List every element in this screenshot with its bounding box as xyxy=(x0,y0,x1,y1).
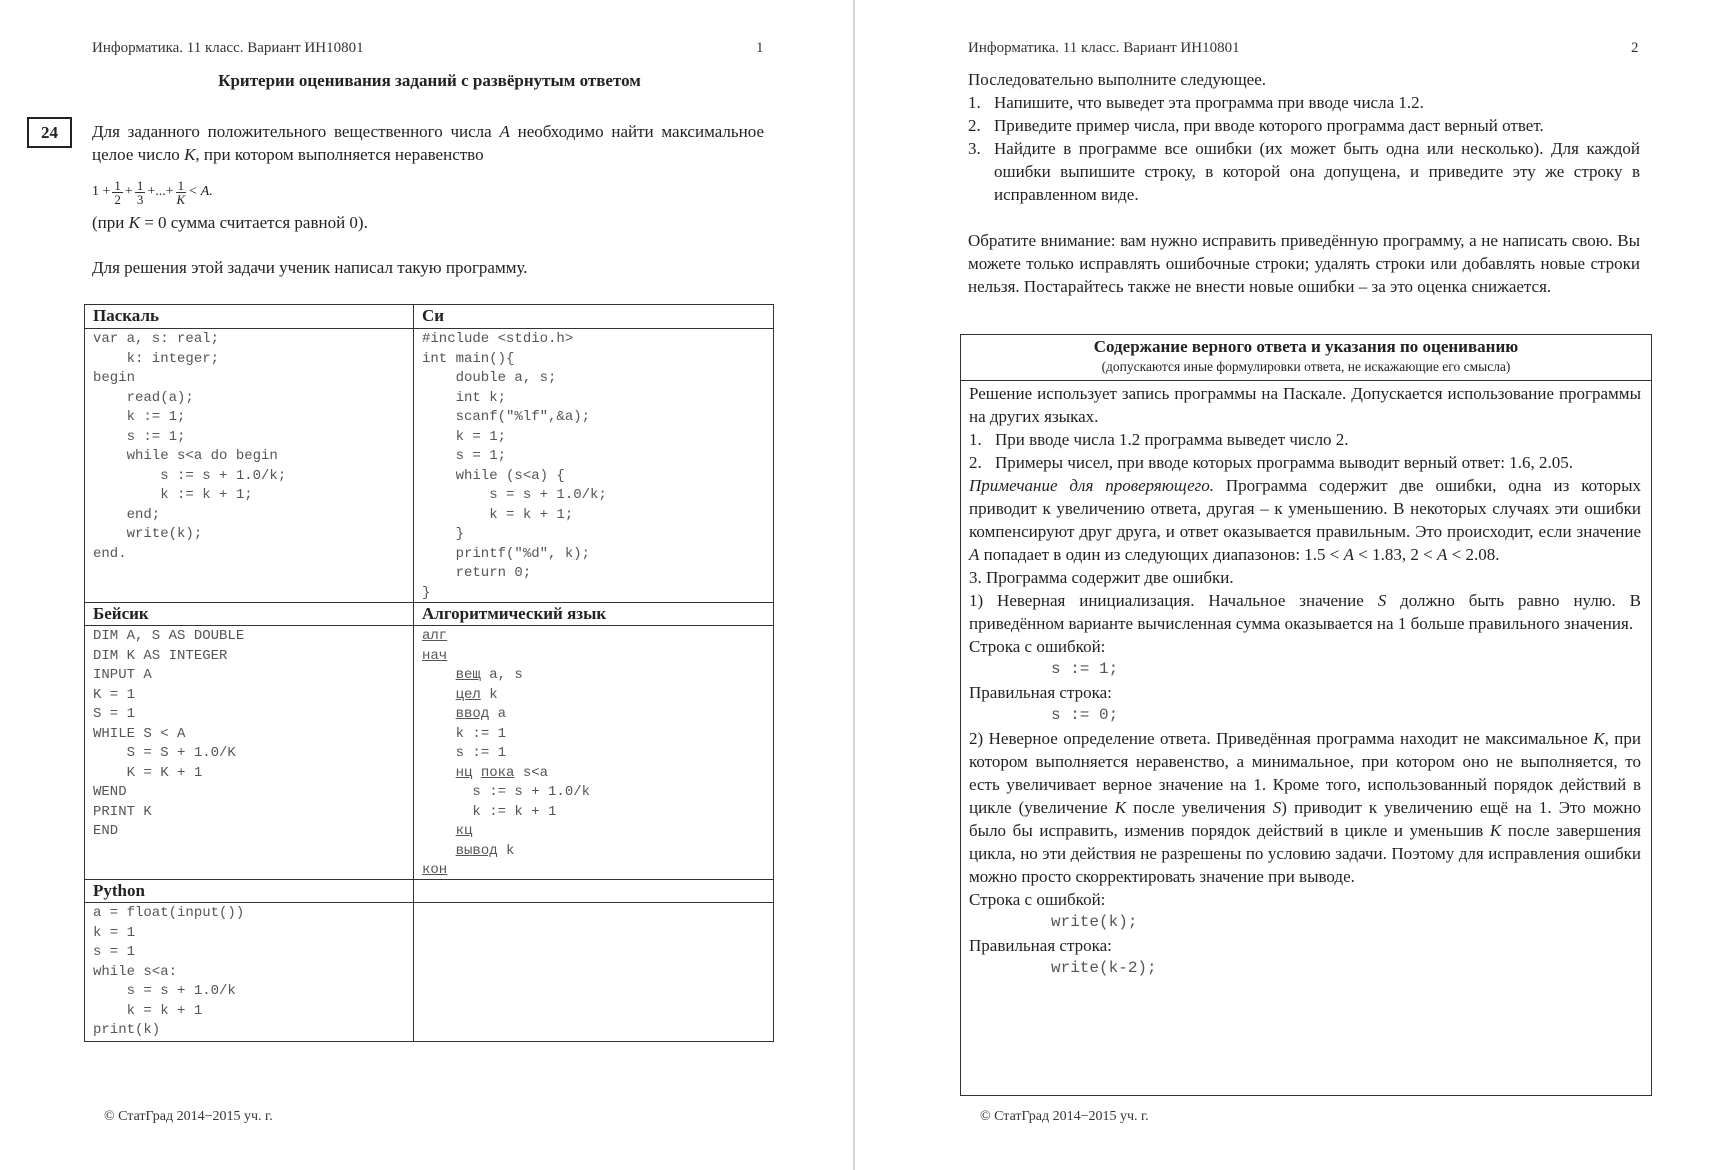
fraction-denominator: 3 xyxy=(136,191,144,207)
list-number: 1. xyxy=(969,430,982,449)
var-s: S xyxy=(1272,798,1282,817)
pascal-label: Паскаль xyxy=(93,306,159,325)
fixed-code-line: write(k-2); xyxy=(1051,959,1157,977)
error-code-line: write(k); xyxy=(1051,913,1138,931)
formula-op: +...+ xyxy=(147,184,174,199)
var-a: A xyxy=(1436,545,1448,564)
c-code: #include <stdio.h> int main(){ double a, s; int k; scanf("%lf",&a); k = 1; s = 1; while (s<a) { s = s + 1.0/k; k = k + 1; } printf("%d", k); return 0; } xyxy=(422,331,607,601)
algo-keyword: нц xyxy=(455,764,473,781)
page-header: Информатика. 11 класс. Вариант ИН10801 xyxy=(968,40,1240,56)
var-k: K xyxy=(128,213,140,232)
var-a: A xyxy=(499,122,510,141)
table-divider xyxy=(85,902,773,903)
error-text: 1) Неверная инициализация. Начальное значение xyxy=(969,591,1378,610)
pascal-code: var a, s: real; k: integer; begin read(a); k := 1; s := 1; while s<a do begin s := s + 1.0/k; k := k + 1; end; write(k); end. xyxy=(93,331,287,562)
var-a: A xyxy=(969,545,980,564)
fraction-denominator: K xyxy=(176,191,186,207)
error-text: , при котором выполняется неравенство, а минимальное, при котором оно не выполняется, то есть увеличивает верное значение на 1. Кроме того, использованный порядок действий в цикле (увеличение xyxy=(969,729,1641,817)
list-text: Приведите пример числа, при вводе которого программа даст верный ответ. xyxy=(994,116,1544,135)
algo-keyword: пока xyxy=(480,764,515,781)
formula-term: 1 + xyxy=(92,184,111,199)
algo-text: k xyxy=(497,842,515,859)
task-statement xyxy=(92,121,764,166)
answer-paragraph: Решение использует запись программы на Паскале. Допускается использование программы на других языках. xyxy=(969,384,1641,426)
page-spine xyxy=(853,0,855,1170)
algo-keyword: цел xyxy=(455,686,481,703)
list-item xyxy=(968,114,1640,137)
var-k: K xyxy=(1593,729,1605,748)
fraction xyxy=(112,179,123,206)
answer-box-subtitle: (допускаются иные формулировки ответа, не искажающие его смысла) xyxy=(1101,359,1511,374)
error-text: после завершения цикла, но эти действия не разрешены по условию задачи. Поэтому для исправления ошибки можно просто скорректировать значение при выводе. xyxy=(969,821,1641,886)
algo-text: s := s + 1.0/k xyxy=(472,784,591,800)
error-text: должно быть равно нулю. В приведённом варианте вычисленная сумма оказывается на 1 больше правильного значения. xyxy=(969,591,1641,633)
algo-keyword: кон xyxy=(422,862,448,878)
remark-text: < 2.08. xyxy=(1447,545,1500,564)
algo-keyword: вывод xyxy=(455,842,498,859)
algo-text: a xyxy=(489,706,507,722)
var-k: K xyxy=(184,144,196,164)
error-text: после увеличения xyxy=(1126,798,1273,817)
table-divider xyxy=(85,328,773,329)
python-code: a = float(input()) k = 1 s = 1 while s<a: s = s + 1.0/k k = k + 1 print(k) xyxy=(93,905,245,1038)
algo-code xyxy=(422,627,590,881)
python-label: Python xyxy=(93,881,145,900)
fraction-numerator: 1 xyxy=(177,177,185,193)
algo-keyword: кц xyxy=(455,823,473,839)
list-item xyxy=(968,91,1640,114)
var-k: K xyxy=(1489,821,1502,840)
program-intro: Для решения этой задачи ученик написал такую программу. xyxy=(92,258,528,277)
algo-text: k := k + 1 xyxy=(472,803,557,820)
fraction xyxy=(135,179,146,206)
list-number: 1. xyxy=(968,93,981,112)
attention-note: Обратите внимание: вам нужно исправить приведённую программу, а не написать свою. Вы можете только исправлять ошибочные строки; удалять строки или добавлять новые строки нельзя. Постарайтесь также не внести новые ошибки – за это оценка снижается. xyxy=(968,231,1640,296)
code-table xyxy=(84,304,774,1042)
remark-text: Программа содержит две ошибки, одна из которых приводит к увеличению ответа, другая – к уменьшению. В некоторых случаях эти ошибки компенсируют друг друга, и ответ оказывается правильным. Это происходит, если значение xyxy=(969,476,1641,541)
fraction-denominator: 2 xyxy=(114,191,121,207)
list-text: Найдите в программе все ошибки (их может быть одна или несколько). Для каждой ошибки выпишите строку, в которой она допущена, и приведите эту же строку в исправленном виде. xyxy=(994,139,1640,204)
answer-box-body xyxy=(969,382,1641,980)
remark-label: Примечание для проверяющего. xyxy=(969,476,1215,495)
list-item xyxy=(969,428,1641,451)
page-footer: © СтатГрад 2014−2015 уч. г. xyxy=(980,1109,1149,1124)
algo-text: a, s xyxy=(480,667,523,683)
error-text: 2) Неверное определение ответа. Приведённая программа находит не максимальное xyxy=(969,729,1594,748)
error-line-label: Строка с ошибкой: xyxy=(969,637,1106,656)
task-text-part: Для заданного положительного вещественного числа xyxy=(92,122,500,141)
algo-label: Алгоритмический язык xyxy=(422,604,607,623)
left-page xyxy=(0,0,853,1170)
note-part: (при xyxy=(92,213,129,232)
c-label: Си xyxy=(422,306,445,325)
task-text-part: необходимо найти максимальное целое число xyxy=(92,122,764,164)
list-item xyxy=(969,451,1641,474)
algo-keyword: алг xyxy=(422,628,448,644)
page-number: 1 xyxy=(756,40,764,56)
fraction xyxy=(176,179,187,206)
algo-text: s<a xyxy=(514,764,549,781)
error-2-description xyxy=(969,727,1641,888)
fraction-numerator: 1 xyxy=(114,177,121,193)
inequality-formula xyxy=(92,172,213,212)
remark-text: < 1.83, 2 < xyxy=(1354,545,1437,564)
fraction-numerator: 1 xyxy=(136,177,144,193)
list-item xyxy=(968,137,1640,206)
list-text: При вводе числа 1.2 программа выведет число 2. xyxy=(995,430,1349,449)
error-code-line: s := 1; xyxy=(1051,660,1119,678)
algo-text: k := 1 xyxy=(455,725,507,742)
table-divider xyxy=(85,625,773,626)
fixed-code-line: s := 0; xyxy=(1051,706,1119,724)
answer-box-title: Содержание верного ответа и указания по оцениванию xyxy=(1093,337,1519,356)
algo-keyword: ввод xyxy=(455,706,490,722)
instructions-lead: Последовательно выполните следующее. xyxy=(968,70,1267,89)
basic-code: DIM A, S AS DOUBLE DIM K AS INTEGER INPUT A K = 1 S = 1 WHILE S < A S = S + 1.0/K K = K + 1 WEND PRINT K END xyxy=(93,628,245,839)
table-divider xyxy=(413,305,414,1041)
criteria-title: Критерии оценивания заданий с развёрнутым ответом xyxy=(218,71,641,90)
error-text: ) приводит к увеличению ещё на 1. Это можно было бы исправить, изменив порядок действий в цикле и уменьшив xyxy=(969,798,1642,840)
var-s: S xyxy=(1377,591,1387,610)
task-number-box: 24 xyxy=(27,117,72,148)
error-line-label: Строка с ошибкой: xyxy=(969,890,1106,909)
answer-paragraph: 3. Программа содержит две ошибки. xyxy=(969,568,1234,587)
formula-op: + xyxy=(124,184,133,199)
remark-text: попадает в один из следующих диапазонов: 1.5 < xyxy=(979,545,1344,564)
algo-keyword: нач xyxy=(422,647,448,664)
algo-text: k xyxy=(480,686,498,703)
page-footer: © СтатГрад 2014−2015 уч. г. xyxy=(104,1109,273,1124)
algo-keyword: вещ xyxy=(455,667,481,683)
list-number: 3. xyxy=(968,139,981,158)
reviewer-remark xyxy=(969,474,1641,566)
formula-op: < A. xyxy=(188,184,213,199)
instructions-list xyxy=(968,91,1640,206)
list-text: Напишите, что выведет эта программа при вводе числа 1.2. xyxy=(994,93,1424,112)
basic-label: Бейсик xyxy=(93,604,149,623)
var-k: K xyxy=(1114,798,1127,817)
error-1-description xyxy=(969,589,1641,635)
algo-text: s := 1 xyxy=(455,745,507,761)
page-number: 2 xyxy=(1631,40,1639,56)
note-part: = 0 сумма считается равной 0). xyxy=(139,213,368,232)
fix-line-label: Правильная строка: xyxy=(969,683,1112,702)
fix-line-label: Правильная строка: xyxy=(969,936,1112,955)
task-text-part: , при котором выполняется неравенство xyxy=(195,144,484,164)
list-number: 2. xyxy=(969,453,982,472)
var-a: A xyxy=(1343,545,1355,564)
answer-box-divider xyxy=(961,380,1651,381)
list-number: 2. xyxy=(968,116,981,135)
answer-criteria-box xyxy=(960,334,1652,1096)
list-text: Примеры чисел, при вводе которых программа выводит верный ответ: 1.6, 2.05. xyxy=(995,453,1573,472)
zero-note xyxy=(92,213,368,233)
page-header: Информатика. 11 класс. Вариант ИН10801 xyxy=(92,40,364,56)
